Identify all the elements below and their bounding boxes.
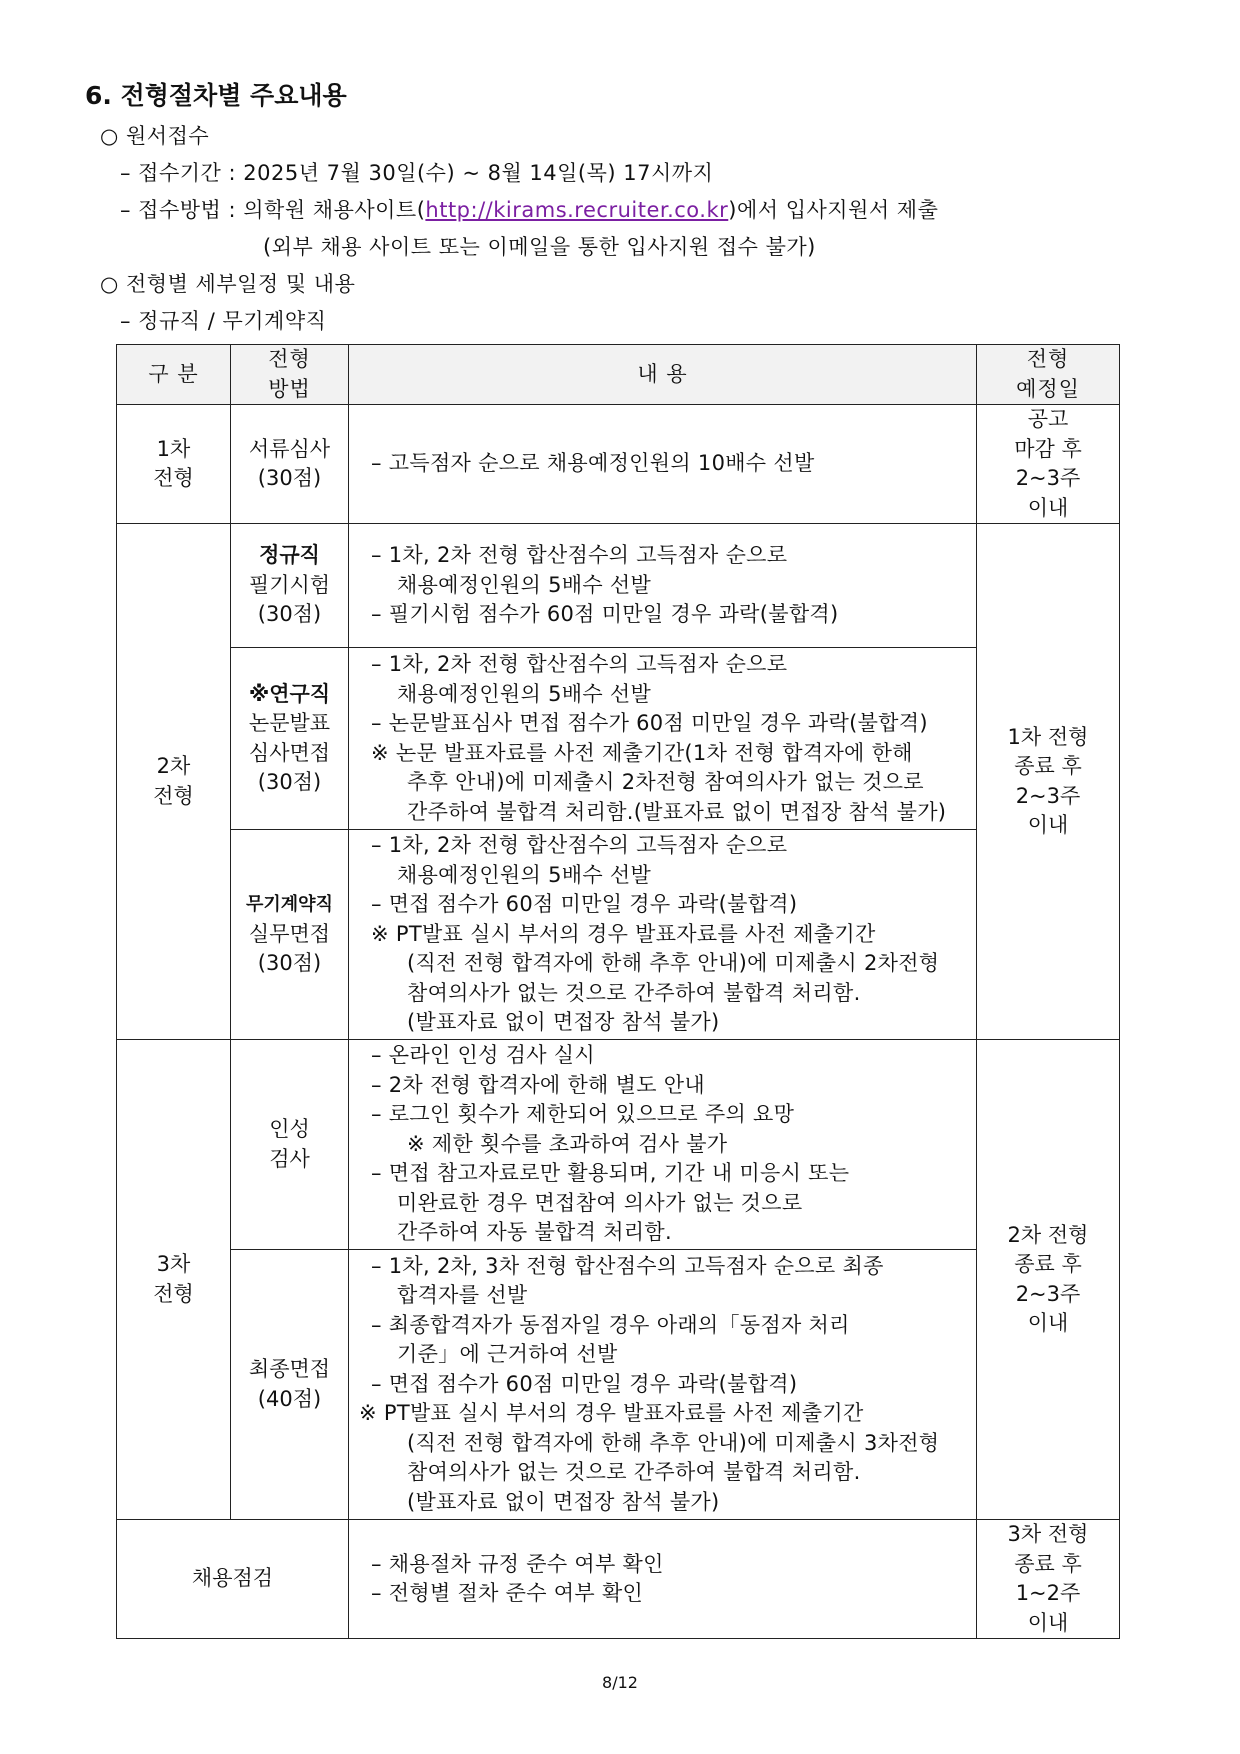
header-method-line1: 전형 [268,347,311,371]
header-method-line2: 방법 [268,376,311,401]
method-text-post: )에서 입사지원서 제출 [728,198,939,222]
content-line: 간주하여 불합격 처리함.(발표자료 없이 면접장 참석 불가) [407,799,947,824]
content-line: – 필기시험 점수가 60점 미만일 경우 과락(불합격) [371,602,839,627]
date-line: 이내 [1027,1610,1069,1635]
header-date [977,345,1120,405]
method-score: (30점) [257,466,322,490]
method-score: (30점) [257,951,322,976]
content-line: – 로그인 횟수가 제한되어 있으므로 주의 요망 [371,1102,795,1127]
method-score: (30점) [257,602,322,627]
content-cell [349,1250,977,1520]
method-category: 무기계약직 [246,894,333,916]
method-cell [231,1250,349,1520]
method-name: 서류심사 [248,436,331,461]
date-line: 3차 전형 [1007,1522,1089,1546]
page-number: 8/12 [602,1673,638,1692]
content-line: 채용예정인원의 5배수 선발 [397,572,652,597]
header-gubun: 구 분 [117,345,231,405]
content-line: ※ 제한 횟수를 초과하여 검사 불가 [407,1131,728,1156]
method-category: 정규직 [259,543,320,568]
stage-label: 2차 [156,754,191,778]
stage-label: 전형 [153,783,194,808]
content-line: 추후 안내)에 미제출시 2차전형 참여의사가 없는 것으로 [407,770,924,794]
date-cell [977,524,1120,1040]
stage-cell-2 [117,524,231,1040]
date-line: 2~3주 [1015,1281,1081,1306]
date-line: 이내 [1027,495,1069,520]
content-cell [349,405,977,524]
content-line: 기준」에 근거하여 선발 [397,1342,618,1367]
stage-cell-check [117,1520,349,1639]
date-line: 공고 [1027,407,1069,431]
date-line: 종료 후 [1014,754,1082,778]
content-line: 참여의사가 없는 것으로 간주하여 불합격 처리함. [407,1460,861,1485]
stage-label: 채용점검 [191,1566,274,1591]
content-line: – 최종합격자가 동점자일 경우 아래의「동점자 처리 [371,1312,850,1337]
section-heading: 6. 전형절차별 주요내용 [85,81,347,110]
date-line: 이내 [1027,813,1069,837]
date-line: 이내 [1027,1311,1069,1335]
content-line: 채용예정인원의 5배수 선발 [397,862,652,887]
method-name: 논문발표 [248,711,331,735]
table-row [117,830,1120,1040]
intro-bullet-application: ○ 원서접수 [100,124,210,148]
method-text-pre: – 접수방법 : 의학원 채용사이트( [120,198,426,222]
method-cell [231,405,349,524]
stage-cell-1 [117,405,231,524]
header-date-line2: 예정일 [1016,376,1080,401]
method-name: 실무면접 [248,921,331,946]
date-cell [977,405,1120,524]
method-name: 검사 [269,1146,310,1171]
content-line: – 면접 점수가 60점 미만일 경우 과락(불합격) [371,1371,798,1396]
method-category: ※연구직 [248,681,331,706]
content-line: (발표자료 없이 면접장 참석 불가) [407,1010,720,1035]
date-line: 마감 후 [1014,436,1082,461]
content-line: – 1차, 2차, 3차 전형 합산점수의 고득점자 순으로 최종 [371,1253,884,1278]
header-date-line1: 전형 [1026,347,1070,371]
stage-cell-3 [117,1040,231,1520]
table-row [117,524,1120,648]
date-line: 2~3주 [1015,466,1081,490]
content-line: 합격자를 선발 [397,1283,528,1308]
intro-job-types: – 정규직 / 무기계약직 [120,309,327,333]
stage-label: 전형 [153,466,194,490]
method-cell [231,524,349,648]
date-cell [977,1040,1120,1520]
content-line: – 논문발표심사 면접 점수가 60점 미만일 경우 과락(불합격) [371,711,928,735]
stage-label: 3차 [156,1252,191,1276]
content-line: – 채용절차 규정 준수 여부 확인 [371,1551,664,1576]
content-line: (직전 전형 합격자에 한해 추후 안내)에 미제출시 2차전형 [407,951,940,976]
content-cell [349,1040,977,1250]
content-line: – 1차, 2차 전형 합산점수의 고득점자 순으로 [371,833,788,858]
method-name: 필기시험 [248,572,331,597]
content-cell [349,524,977,648]
content-line: – 온라인 인성 검사 실시 [371,1043,595,1068]
content-cell [349,648,977,830]
method-score: (40점) [257,1386,322,1411]
table-row [117,1040,1120,1250]
header-content: 내 용 [349,345,977,405]
table-row [117,1250,1120,1520]
content-cell [349,1520,977,1639]
content-line: – 1차, 2차 전형 합산점수의 고득점자 순으로 [371,652,788,676]
intro-bullet-schedule: ○ 전형별 세부일정 및 내용 [100,272,356,296]
content-line: 미완료한 경우 면접참여 의사가 없는 것으로 [397,1190,803,1215]
content-line: ※ PT발표 실시 부서의 경우 발표자료를 사전 제출기간 [359,1401,864,1426]
method-cell [231,648,349,830]
date-line: 1~2주 [1015,1581,1081,1605]
intro-application-note: (외부 채용 사이트 또는 이메일을 통한 입사지원 접수 불가) [263,235,816,259]
content-line: (직전 전형 합격자에 한해 추후 안내)에 미제출시 3차전형 [407,1430,940,1455]
date-line: 1차 전형 [1007,724,1089,749]
method-name: 인성 [269,1117,310,1141]
stage-label: 1차 [156,436,191,461]
method-cell [231,1040,349,1250]
date-line: 2~3주 [1015,783,1081,808]
method-name: 심사면접 [248,740,331,765]
table-header-row [117,345,1120,405]
content-line: 채용예정인원의 5배수 선발 [397,681,652,706]
intro-application-period: – 접수기간 : 2025년 7월 30일(수) ~ 8월 14일(목) 17시까지 [120,161,714,185]
table-row [117,648,1120,830]
recruit-site-link[interactable]: http://kirams.recruiter.co.kr [425,198,729,222]
date-cell [977,1520,1120,1639]
content-line: – 면접 점수가 60점 미만일 경우 과락(불합격) [371,892,798,917]
date-line: 2차 전형 [1007,1222,1089,1247]
schedule-table [116,344,1120,1639]
date-line: 종료 후 [1014,1551,1082,1576]
content-line: ※ PT발표 실시 부서의 경우 발표자료를 사전 제출기간 [371,921,876,946]
method-cell [231,830,349,1040]
content-line: 참여의사가 없는 것으로 간주하여 불합격 처리함. [407,980,861,1005]
table-row [117,1520,1120,1639]
intro-application-method [120,194,938,224]
date-line: 종료 후 [1014,1252,1082,1276]
content-line: – 면접 참고자료로만 활용되며, 기간 내 미응시 또는 [371,1161,850,1186]
method-name: 최종면접 [248,1357,331,1381]
content-line: – 고득점자 순으로 채용예정인원의 10배수 선발 [371,451,815,476]
content-line: – 1차, 2차 전형 합산점수의 고득점자 순으로 [371,543,788,568]
table-row [117,405,1120,524]
header-method [231,345,349,405]
content-line: (발표자료 없이 면접장 참석 불가) [407,1489,720,1514]
content-line: ※ 논문 발표자료를 사전 제출기간(1차 전형 합격자에 한해 [371,740,913,765]
content-cell [349,830,977,1040]
stage-label: 전형 [153,1281,194,1306]
content-line: – 전형별 절차 준수 여부 확인 [371,1581,644,1605]
content-line: – 2차 전형 합격자에 한해 별도 안내 [371,1072,705,1097]
method-score: (30점) [257,770,322,794]
content-line: 간주하여 자동 불합격 처리함. [397,1220,672,1245]
